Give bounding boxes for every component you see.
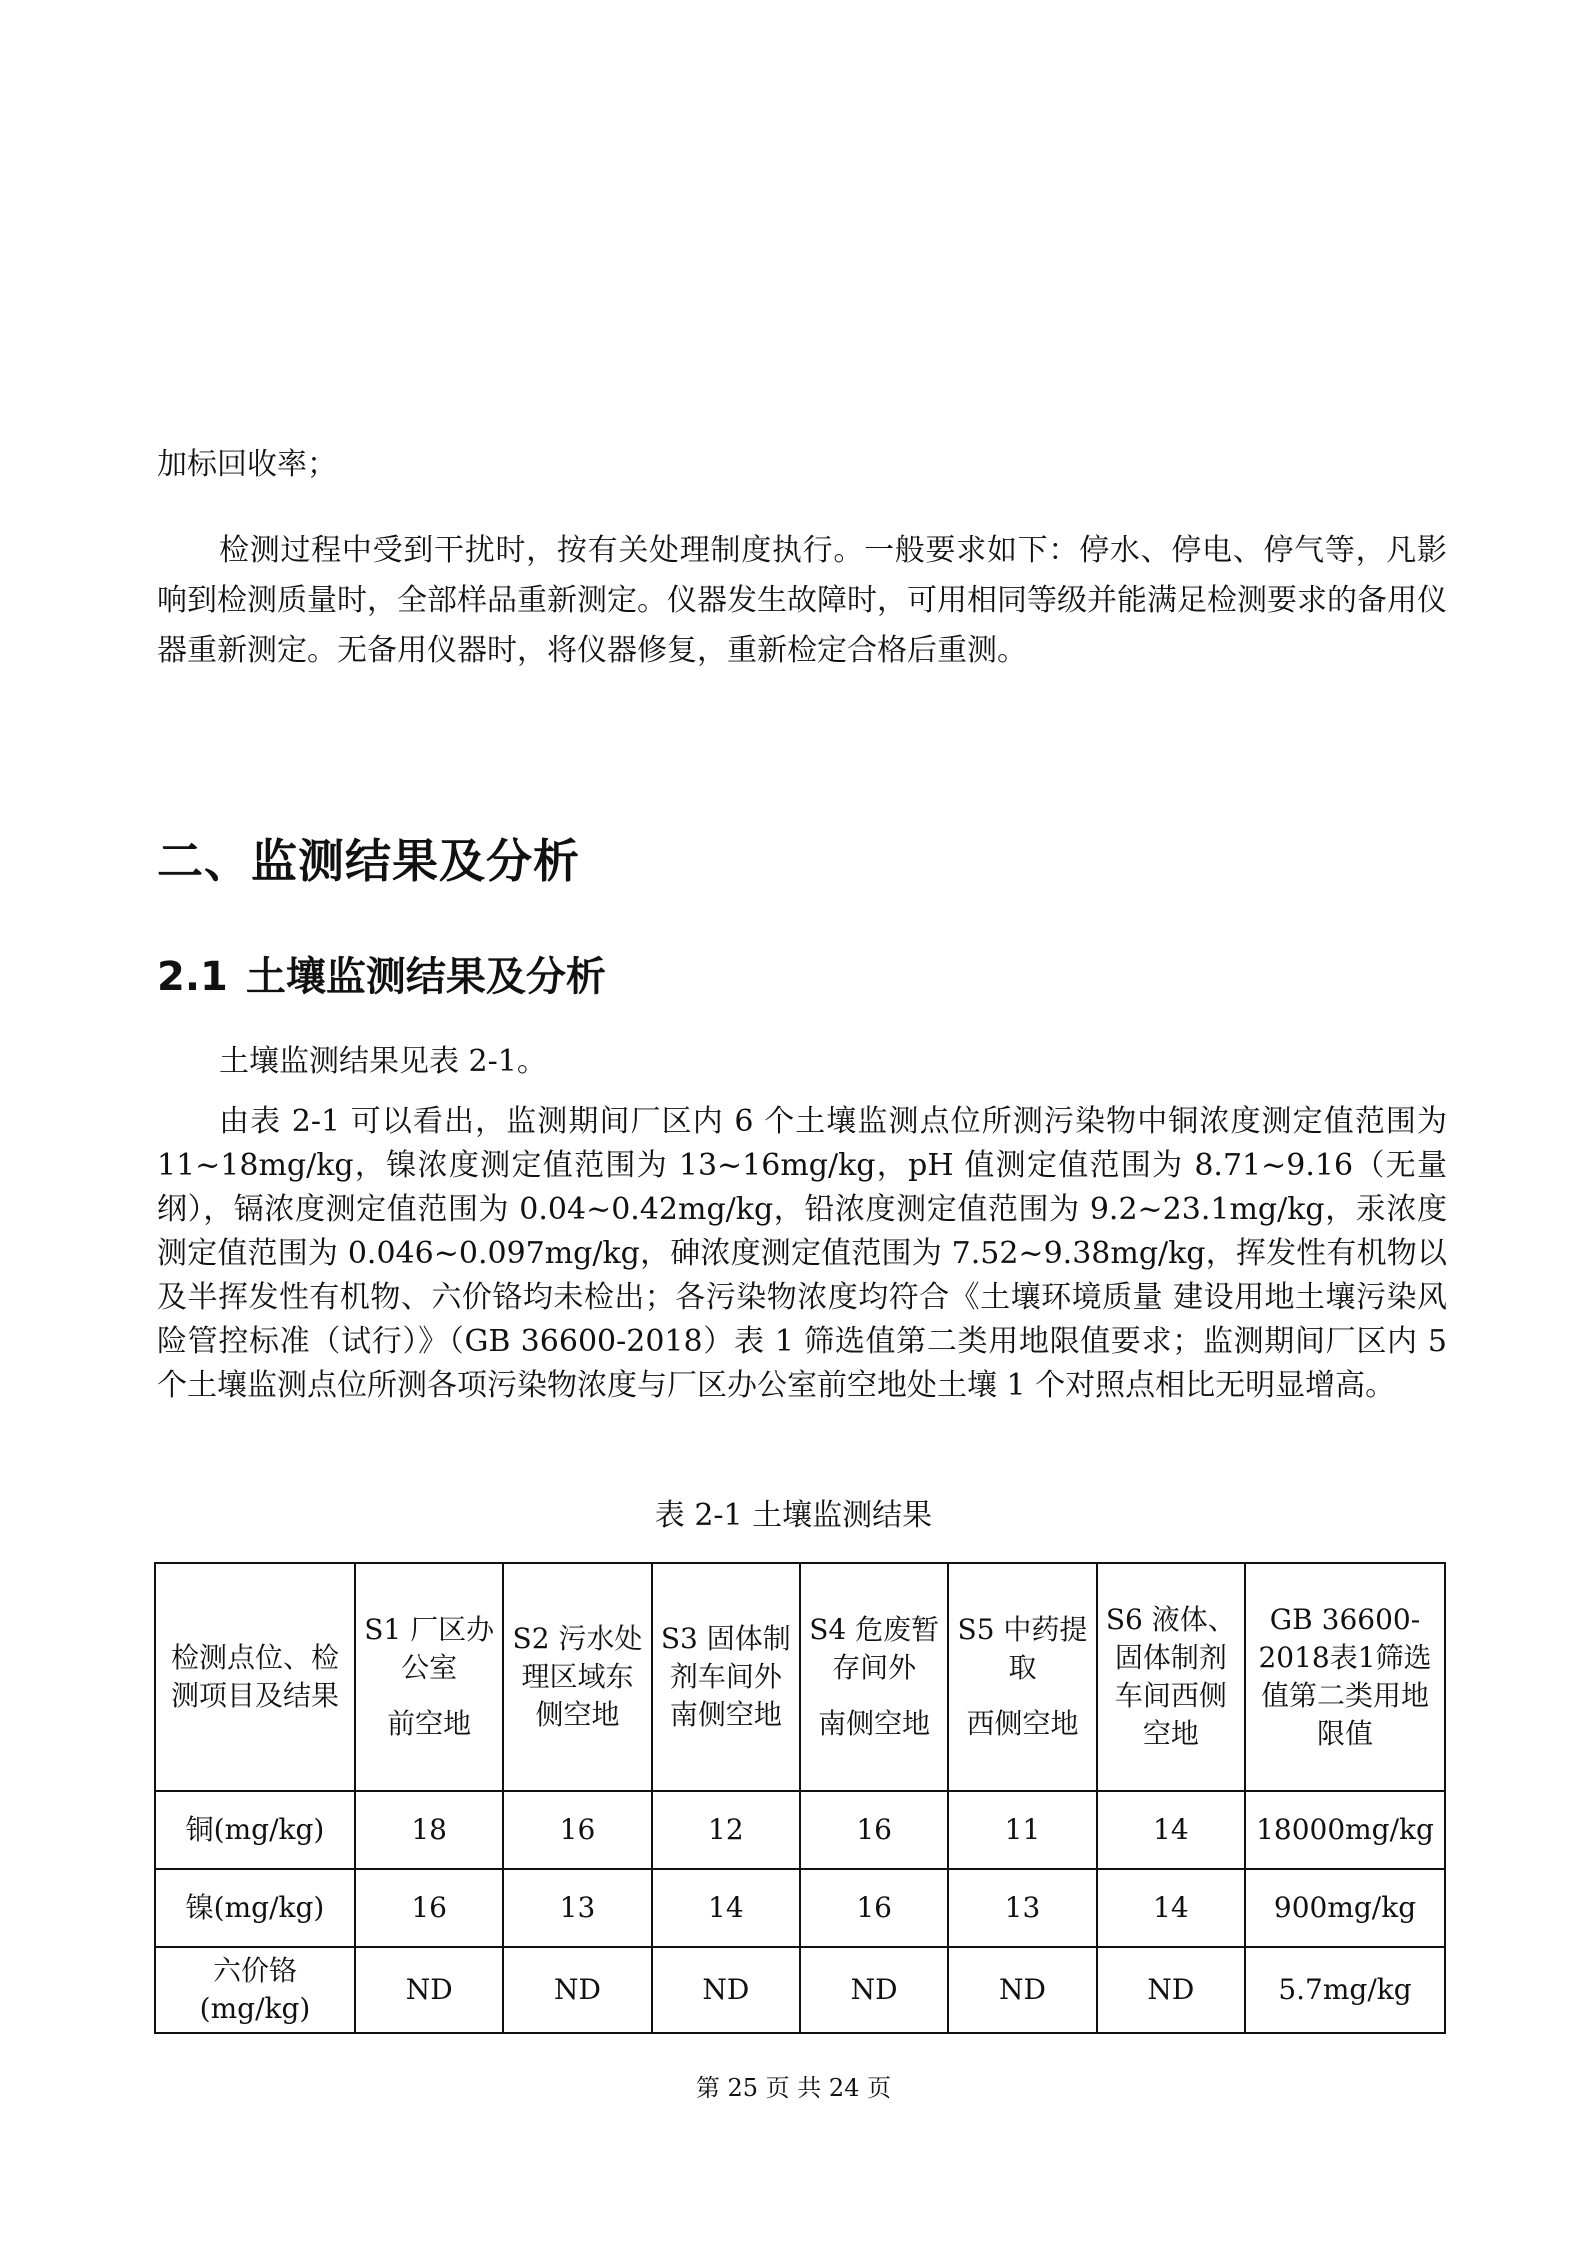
results-analysis-paragraph: 由表 2-1 可以看出，监测期间厂区内 6 个土壤监测点位所测污染物中铜浓度测定值范围为 11~18mg/kg，镍浓度测定值范围为 13~16mg/kg，pH 值测定值范围为 8.71~9.16（无量纲），镉浓度测定值范围为 0.04~0.42mg/kg，铅浓度测定值范围为 9.2~23.1mg/kg，汞浓度测定值范围为 0.046~0.097mg/kg，砷浓度测定值范围为 7.52~9.38mg/kg，挥发性有机物以及半挥发性有机物、六价铬均未检出；各污染物浓度均符合《土壤环境质量 建设用地土壤污染风险管控标准（试行）》（GB 36600-2018）表 1 筛选值第二类用地限值要求；监测期间厂区内 5 个土壤监测点位所测各项污染物浓度与厂区办公室前空地处土壤 1 个对照点相比无明显增高。 (157, 1104, 1447, 1403)
soil-results-table (154, 1562, 1446, 2034)
header-s1: S1 厂区办公室 前空地 (355, 1563, 503, 1791)
row-item: 六价铬(mg/kg) (155, 1947, 355, 2033)
table-row (155, 1947, 1445, 2033)
cell-s1: ND (355, 1947, 503, 2033)
header-s2: S2 污水处理区域东侧空地 (503, 1563, 651, 1791)
cell-limit: 18000mg/kg (1245, 1791, 1445, 1869)
cell-s6: ND (1097, 1947, 1245, 2033)
cell-s5: ND (948, 1947, 1096, 2033)
cell-s6: 14 (1097, 1869, 1245, 1947)
cell-s2: 16 (503, 1791, 651, 1869)
table-row (155, 1791, 1445, 1869)
table-caption: 表 2-1 土壤监测结果 (654, 1498, 933, 1533)
cell-s3: 12 (652, 1791, 800, 1869)
header-s6: S6 液体、固体制剂车间西侧空地 (1097, 1563, 1245, 1791)
intro-block (157, 440, 1447, 676)
subsection-title (157, 945, 606, 1002)
quality-control-paragraph: 检测过程中受到干扰时，按有关处理制度执行。一般要求如下：停水、停电、停气等，凡影响到检测质量时，全部样品重新测定。仪器发生故障时，可用相同等级并能满足检测要求的备用仪器重新测定。无备用仪器时，将仪器修复，重新检定合格后重测。 (157, 533, 1447, 668)
cell-s6: 14 (1097, 1791, 1245, 1869)
header-standard: GB 36600-2018表1筛选值第二类用地限值 (1245, 1563, 1445, 1791)
cell-s4: 16 (800, 1791, 948, 1869)
cell-s2: ND (503, 1947, 651, 2033)
cell-s5: 13 (948, 1869, 1096, 1947)
intro-line-end: 加标回收率； (157, 447, 337, 482)
cell-s3: 14 (652, 1869, 800, 1947)
cell-s4: ND (800, 1947, 948, 2033)
cell-s3: ND (652, 1947, 800, 2033)
header-first: 检测点位、检测项目及结果 (155, 1563, 355, 1791)
cell-s5: 11 (948, 1791, 1096, 1869)
row-item: 镍(mg/kg) (155, 1869, 355, 1947)
cell-s1: 18 (355, 1791, 503, 1869)
subsection-text: 土壤监测结果及分析 (245, 954, 606, 1000)
table-row (155, 1869, 1445, 1947)
cell-limit: 900mg/kg (1245, 1869, 1445, 1947)
table-header-row (155, 1563, 1445, 1791)
header-s5: S5 中药提取 西侧空地 (948, 1563, 1096, 1791)
header-s4: S4 危废暂存间外 南侧空地 (800, 1563, 948, 1791)
row-item: 铜(mg/kg) (155, 1791, 355, 1869)
cell-s4: 16 (800, 1869, 948, 1947)
header-s3: S3 固体制剂车间外南侧空地 (652, 1563, 800, 1791)
section-title: 二、监测结果及分析 (157, 834, 580, 888)
soil-results-text (157, 1040, 1447, 1408)
cell-limit: 5.7mg/kg (1245, 1947, 1445, 2033)
cell-s2: 13 (503, 1869, 651, 1947)
results-reference-paragraph: 土壤监测结果见表 2-1。 (219, 1044, 547, 1079)
cell-s1: 16 (355, 1869, 503, 1947)
subsection-number: 2.1 (157, 954, 228, 1000)
page-footer: 第 25 页 共 24 页 (695, 2074, 892, 2102)
